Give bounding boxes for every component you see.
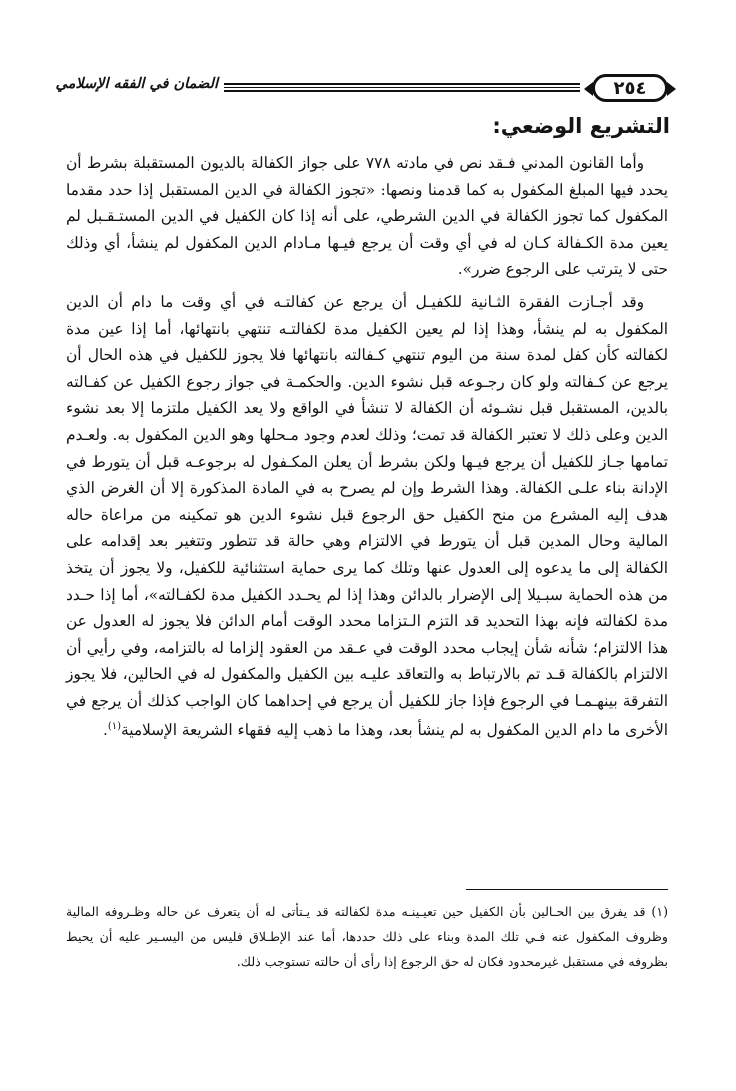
footnote-text: (١) قد يفرق بين الحـالين بأن الكفيل حين تعيـينـه مدة لكفالته قد يـتأتى له أن يتعرف عن حاله وظـروفه المالية وظروف المكفول عنه فـي تلك المدة وبناء على ذلك حددها، أما عند الإطـلاق فليس من اليسـير عليه أن يحيط بظروفه في مستقبل غيرمحدود فكان له حق الرجوع إذا رأى أن حالته تستوجب ذلك. [66, 904, 668, 969]
page-header [55, 74, 668, 104]
paragraph-2: وقد أجـازت الفقرة الثـانية للكفيـل أن يرجع عن كفالتـه في أي وقت ما دام أن الدين المكفول به لم ينشأ، وهذا إذا لم يعين الكفيل مدة لكفالتـه تنتهي بانتهائها، أما إذا عين مدة لكفالته كأن كفل لمدة سنة من اليوم تنتهي كـفالته بانتهائها فلا يجوز للكفيل في هذه الحال أن يرجع عن كـفالته ولو كان رجـوعه قبل نشوء الدين. والحكمـة في جواز رجوع الكفيل عن كفـالته بالدين، المستقبل قبل نشـوئه أن الكفالة لا تنشأ في الواقع ولا يعد الكفيل ملتزما إلا بعد نشوء الدين وعلى ذلك لا تعتبر الكفالة قد تمت؛ وذلك لعدم وجود مـحلها وهو الدين المكفول به. ولعـدم تمامها جـاز للكفيل أن يرجع فيـها ولكن بشرط أن يعلن المكـفول له برجوعـه قبل أن يتورط في الإدانة بناء علـى الكفالة. وهذا الشرط وإن لم يصرح به في المادة المذكورة إلا أن الغرض الذي هدف إليه المشرع من منح الكفيل حق الرجوع قبل نشوء الدين هو تمكينه من مراعاة حاله المالية وحال المدين قبل أن يتورط في الالتزام وهي حالة قد تتطور وتتغير بعد إقدامه على الكفالة إلى ما يدعوه إلى العدول عنها وتلك كما يرى حماية استثنائية للكفيل، ولا يجوز أن يتخذ من هذه الحماية سبـيلا إلى الإضرار بالدائن وهذا إذا لم يحـدد الكفيل مدة لكفـالته»، أما إذا حـدد مدة لكفالته فإنه بهذا التحديد قد التزم الـتزاما محدد الوقت أمام الدائن فلا يجوز له العدول عن هذا الالتزام؛ شأنه شأن إيجاب محدد الوقت في عـقد من العقود إلزاما له بالتزامه، وفي رأيي أن الالتزام بالكفالة قـد تم بالارتباط به والتعاقد عليـه بين الكفيل والمكفول له في الحالين، فلا يجوز التفرقة بينهـمـا في الرجوع فإذا جاز للكفيل أن يرجع في إحداهما كان الواجب كذلك أن يرجع في الأخرى ما دام الدين المكفول به لم ينشأ بعد، وهذا ما ذهب إليه فقهاء الشريعة الإسلامية$^{(١)}$. [66, 292, 668, 740]
paragraph-1: وأما القانون المدني فـقد نص في مادته ٧٧٨ على جواز الكفالة بالديون المستقبلة بشرط أن يحدد فيها المبلغ المكفول به كما قدمنا ونصها: «تجوز الكفالة في الدين المستقبل إذا حدد مقدما المكفول كما تجوز الكفالة في الدين الشرطي، على أنه إذا كان الكفيل في الدين المستـقـبل لم يعين مدة الكـفالة كـان له في أي وقت أن يرجع فيـها مـادام الدين المكفول لم ينشأ، أي وذلك حتى لا يترتب على الرجوع ضرر». [66, 154, 668, 279]
running-title: الضمان في الفقه الإسلامي [55, 76, 218, 92]
page-number: ٢٥٤ [592, 74, 668, 102]
paragraph-2-text: وقد أجـازت الفقرة الثـانية للكفيـل أن يرجع عن كفالتـه في أي وقت ما دام أن الدين المكفول به لم ينشأ، وهذا إذا لم يعين الكفيل مدة لكفالتـه تنتهي بانتهائها، أما إذا عين مدة لكفالته كأن كفل لمدة سنة من اليوم تنتهي كـفالته بانتهائها فلا يجوز للكفيل في هذه الحال أن يرجع عن كـفالته ولو كان رجـوعه قبل نشوء الدين. والحكمـة في جواز رجوع الكفيل عن كفـالته بالدين، المستقبل قبل نشـوئه أن الكفالة لا تنشأ في الواقع ولا يعد الكفيل ملتزما إلا بعد نشوء الدين وعلى ذلك لا تعتبر الكفالة قد تمت؛ وذلك لعدم وجود مـحلها وهو الدين المكفول به. ولعـدم تمامها جـاز للكفيل أن يرجع فيـها ولكن بشرط أن يعلن المكـفول له برجوعـه قبل أن يتورط في الإدانة بناء علـى الكفالة. وهذا الشرط وإن لم يصرح به في المادة المذكورة إلا أن الغرض الذي هدف إليه المشرع من منح الكفيل حق الرجوع قبل نشوء الدين هو تمكينه من مراعاة حاله المالية وحال المدين قبل أن يتورط في الالتزام وهي حالة قد تتطور وتتغير بعد إقدامه على الكفالة إلى ما يدعوه إلى العدول عنها وتلك كما يرى حماية استثنائية للكفيل، ولا يجوز أن يتخذ من هذه الحماية سبـيلا إلى الإضرار بالدائن وهذا إذا لم يحـدد الكفيل مدة لكفـالته»، أما إذا حـدد مدة لكفالته فإنه بهذا التحديد قد التزم الـتزاما محدد الوقت أمام الدائن فلا يجوز له العدول عن هذا الالتزام؛ شأنه شأن إيجاب محدد الوقت في عـقد من العقود إلزاما له بالتزامه، وفي رأيي أن الالتزام بالكفالة قـد تم بالارتباط به والتعاقد عليـه بين الكفيل والمكفول له في الحالين، فلا يجوز التفرقة بينهـمـا في الرجوع فإذا جاز للكفيل أن يرجع في إحداهما كان الواجب كذلك أن يرجع في الأخرى ما دام الدين المكفول به لم ينشأ بعد، وهذا ما ذهب إليه فقهاء الشريعة الإسلامية [66, 292, 668, 740]
footnote-reference: (١) [107, 721, 122, 733]
main-text [66, 150, 668, 750]
footnote [66, 899, 668, 974]
header-rule [224, 83, 580, 92]
section-heading: التشريع الوضعي: [492, 114, 670, 138]
footnote-rule [466, 889, 668, 890]
